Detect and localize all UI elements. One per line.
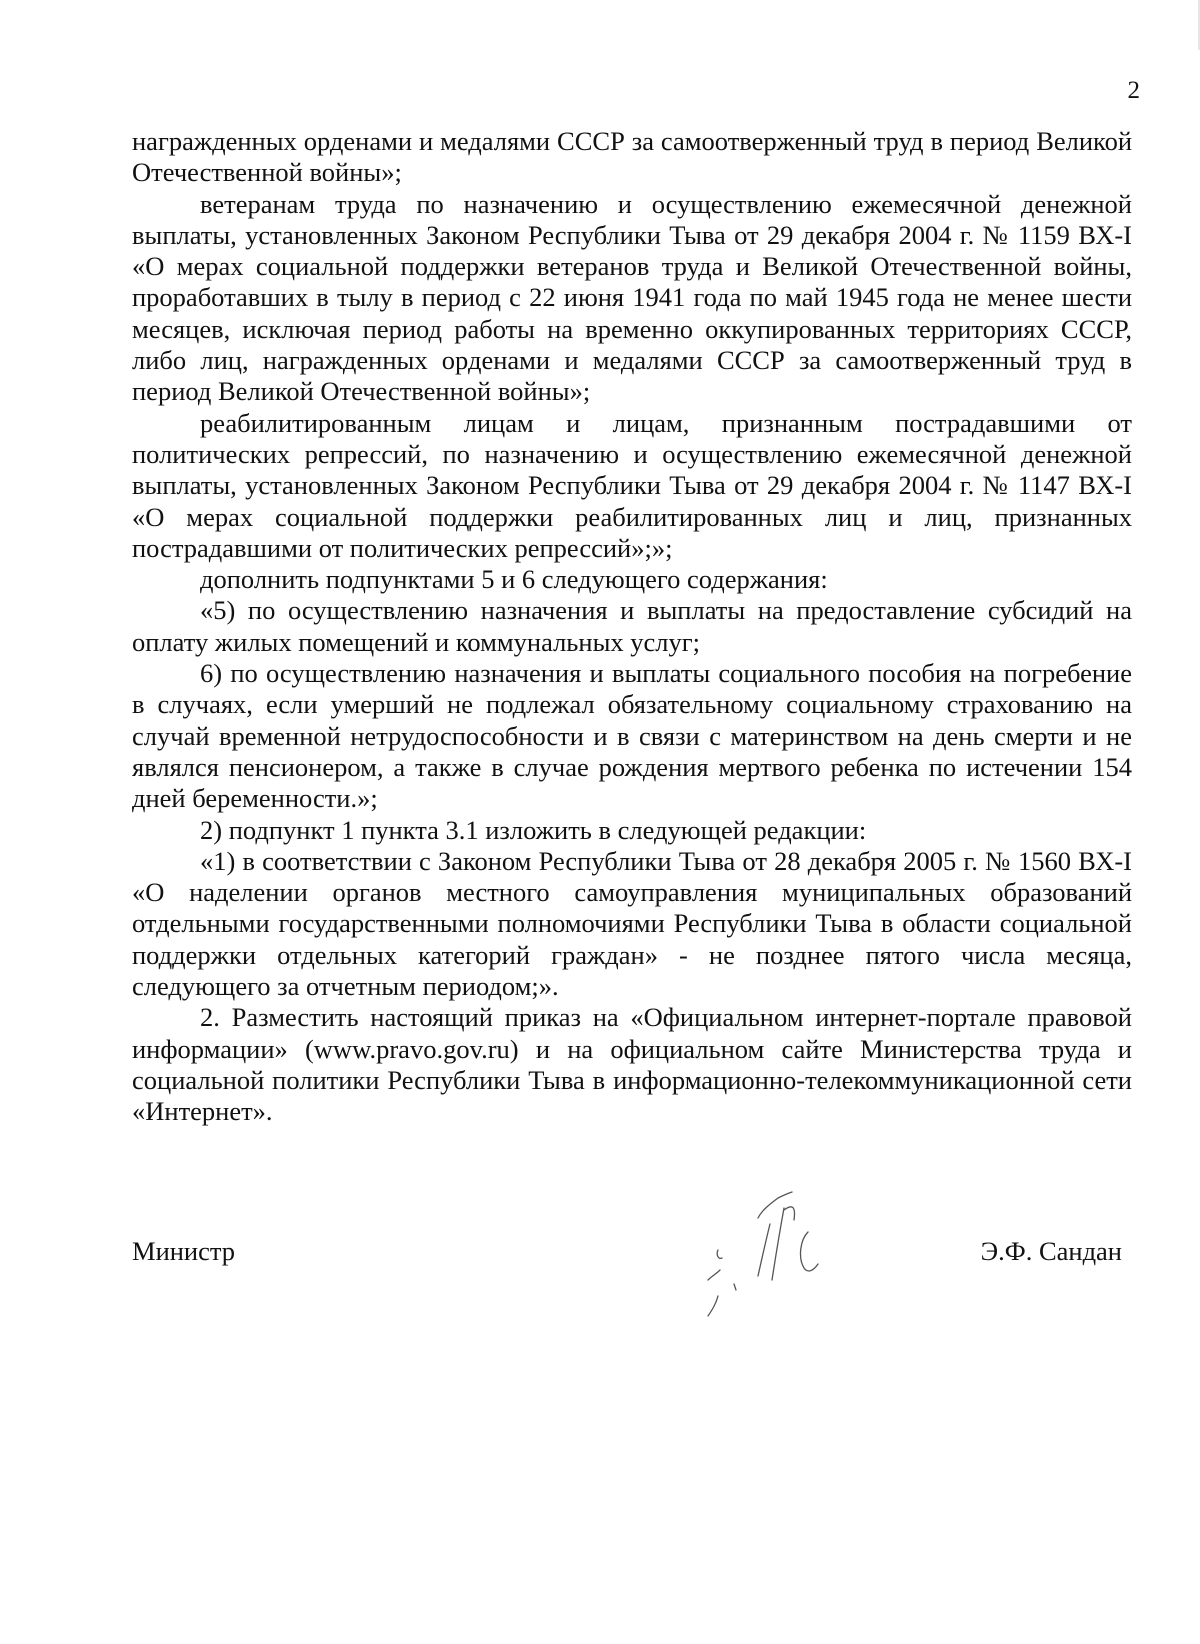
paragraph: 2. Разместить настоящий приказ на «Официальном интернет-портале правовой информации» (www.pravo.gov.ru) и на официальном сайте Министерства труда и социальной политики Республики Тыва в информационно-телекоммуникационной сети «Интернет». — [132, 1002, 1132, 1127]
document-body — [132, 126, 1132, 1128]
paragraph: дополнить подпунктами 5 и 6 следующего содержания: — [200, 564, 828, 595]
paragraph: 6) по осуществлению назначения и выплаты социального пособия на погребение в случаях, если умерший не подлежал обязательному социальному страхованию на случай временной нетрудоспособности и в связи с материнством на день смерти и не являлся пенсионером, а также в случае рождения мертвого ребенка по истечении 154 дней беременности.»; — [132, 658, 1132, 814]
signatory-name: Э.Ф. Сандан — [980, 1236, 1122, 1266]
signature-block — [132, 1234, 1122, 1274]
paragraph: награжденных орденами и медалями СССР за самоотверженный труд в период Великой Отечественной войны»; — [132, 126, 1132, 188]
paragraph: «1) в соответствии с Законом Республики Тыва от 28 декабря 2005 г. № 1560 ВХ-I «О наделении органов местного самоуправления муниципальных образований отдельными государственными полномочиями Республики Тыва в области социальной поддержки отдельных категорий граждан» - не позднее пятого числа месяца, следующего за отчетным периодом;». — [132, 845, 1132, 1002]
paragraph: 2) подпункт 1 пункта 3.1 изложить в следующей редакции: — [200, 814, 867, 845]
page-number: 2 — [1127, 77, 1140, 104]
paragraph: реабилитированным лицам и лицам, признанным пострадавшими от политических репрессий, по назначению и осуществлению ежемесячной денежной выплаты, установленных Законом Республики Тыва от 29 декабря 2004 г. № 1147 ВХ-I «О мерах социальной поддержки реабилитированных лиц и лиц, признанных пострадавшими от политических репрессий»;»; — [132, 407, 1132, 563]
handwritten-signature — [700, 1180, 870, 1340]
paragraph: «5) по осуществлению назначения и выплаты на предоставление субсидий на оплату жилых помещений и коммунальных услуг; — [132, 595, 1132, 657]
paragraph: ветеранам труда по назначению и осуществлению ежемесячной денежной выплаты, установленных Законом Республики Тыва от 29 декабря 2004 г. № 1159 ВХ-I «О мерах социальной поддержки ветеранов труда и Великой Отечественной войны, проработавших в тылу в период с 22 июня 1941 года по май 1945 года не менее шести месяцев, исключая период работы на временно оккупированных территориях СССР, либо лиц, награжденных орденами и медалями СССР за самоотверженный труд в период Великой Отечественной войны»; — [132, 188, 1132, 407]
signatory-position: Министр — [132, 1236, 236, 1266]
